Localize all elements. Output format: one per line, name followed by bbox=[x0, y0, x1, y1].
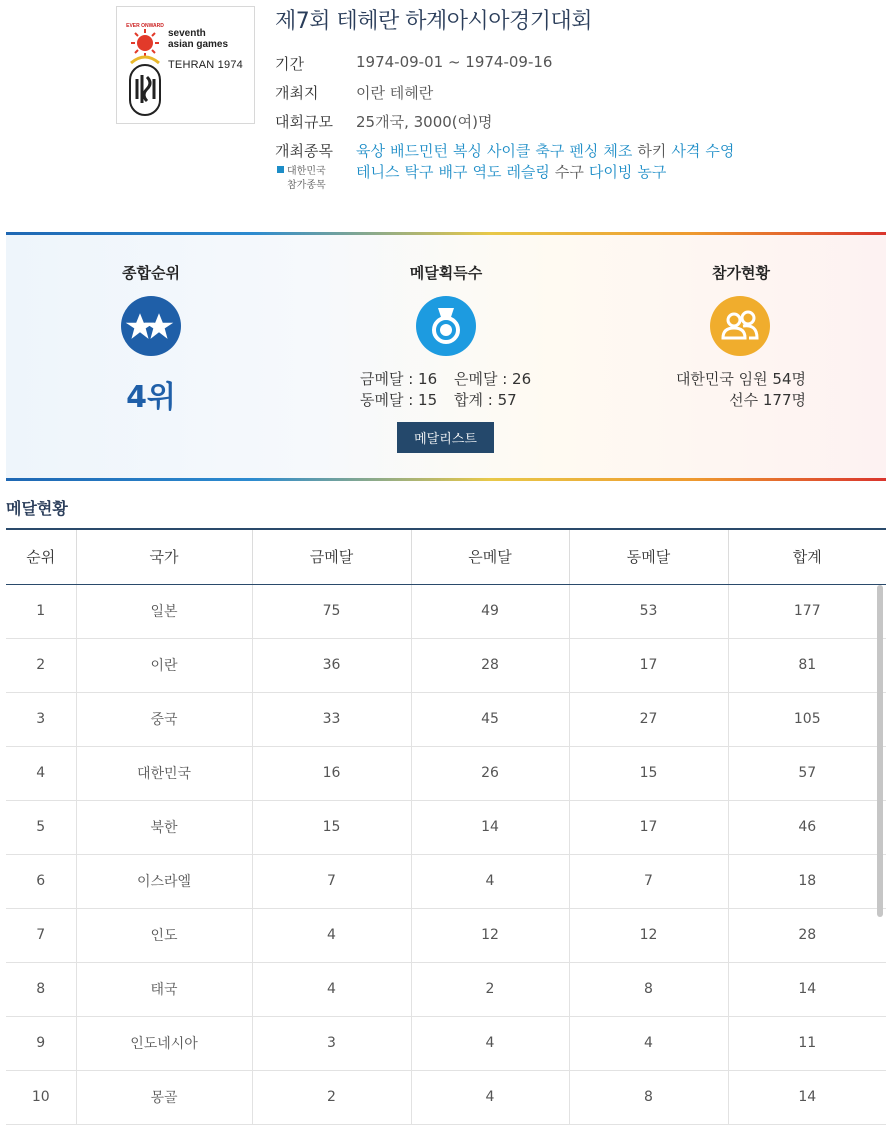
gold-cell: 16 bbox=[252, 746, 411, 800]
stars-icon bbox=[121, 296, 181, 356]
logo-city: TEHRAN 1974 bbox=[168, 59, 243, 71]
officials-count: 대한민국 임원 54명 bbox=[675, 370, 806, 388]
gold-cell: 36 bbox=[252, 638, 411, 692]
header-total: 합계 bbox=[728, 529, 886, 584]
rank-title: 종합순위 bbox=[122, 264, 180, 282]
logo-arc-text: EVER ONWARD bbox=[126, 23, 164, 29]
bronze-count: 동메달 : 15 bbox=[360, 391, 438, 409]
rank-cell: 10 bbox=[6, 1070, 76, 1124]
gold-cell: 33 bbox=[252, 692, 411, 746]
logo-line1: seventh bbox=[168, 28, 206, 39]
header-silver: 은메달 bbox=[411, 529, 569, 584]
sport-link[interactable]: 다이빙 bbox=[588, 163, 633, 181]
gold-count: 금메달 : 16 bbox=[360, 370, 438, 388]
total-cell: 18 bbox=[728, 854, 886, 908]
table-row bbox=[6, 962, 886, 1016]
silver-cell: 4 bbox=[411, 854, 569, 908]
sport-link[interactable]: 배드민턴 bbox=[389, 142, 448, 160]
event-header bbox=[0, 0, 892, 232]
legend-line2: 참가종목 bbox=[287, 180, 326, 191]
participation-section bbox=[652, 232, 830, 481]
legend-line1: 대한민국 bbox=[287, 166, 326, 177]
bronze-cell: 53 bbox=[569, 584, 728, 638]
country-cell: 일본 bbox=[76, 584, 252, 638]
games-emblem-icon bbox=[125, 21, 165, 119]
gold-cell: 15 bbox=[252, 800, 411, 854]
country-cell: 인도 bbox=[76, 908, 252, 962]
table-row bbox=[6, 800, 886, 854]
sport-item: 수구 bbox=[554, 163, 584, 181]
sports-list-line2 bbox=[356, 161, 671, 182]
silver-cell: 4 bbox=[411, 1070, 569, 1124]
bronze-cell: 17 bbox=[569, 638, 728, 692]
header-gold: 금메달 bbox=[252, 529, 411, 584]
silver-cell: 45 bbox=[411, 692, 569, 746]
summary-panel bbox=[6, 232, 886, 481]
bronze-cell: 7 bbox=[569, 854, 728, 908]
rank-cell: 1 bbox=[6, 584, 76, 638]
rank-cell: 7 bbox=[6, 908, 76, 962]
gold-cell: 4 bbox=[252, 962, 411, 1016]
total-cell: 81 bbox=[728, 638, 886, 692]
table-row bbox=[6, 1070, 886, 1124]
gold-cell: 2 bbox=[252, 1070, 411, 1124]
medal-status-title: 메달현황 bbox=[6, 499, 68, 518]
logo-text bbox=[168, 28, 228, 50]
rank-cell: 5 bbox=[6, 800, 76, 854]
sports-list-line1 bbox=[356, 140, 739, 161]
header-country: 국가 bbox=[76, 529, 252, 584]
table-header-row bbox=[6, 529, 886, 584]
sport-link[interactable]: 탁구 bbox=[404, 163, 434, 181]
table-row bbox=[6, 746, 886, 800]
table-scrollbar[interactable] bbox=[877, 585, 883, 917]
silver-cell: 49 bbox=[411, 584, 569, 638]
sport-item: 하키 bbox=[637, 142, 667, 160]
table-row bbox=[6, 584, 886, 638]
country-cell: 이란 bbox=[76, 638, 252, 692]
country-cell: 몽골 bbox=[76, 1070, 252, 1124]
sport-link[interactable]: 수영 bbox=[705, 142, 735, 160]
bronze-cell: 17 bbox=[569, 800, 728, 854]
total-cell: 46 bbox=[728, 800, 886, 854]
total-cell: 14 bbox=[728, 1070, 886, 1124]
medals-title: 메달획득수 bbox=[409, 264, 483, 282]
rank-value: 4위 bbox=[126, 380, 176, 415]
athletes-count: 선수 177명 bbox=[729, 391, 806, 409]
total-cell: 11 bbox=[728, 1016, 886, 1070]
gold-cell: 7 bbox=[252, 854, 411, 908]
color-bar-bottom bbox=[6, 478, 886, 481]
rank-cell: 9 bbox=[6, 1016, 76, 1070]
bronze-cell: 27 bbox=[569, 692, 728, 746]
silver-count: 은메달 : 26 bbox=[454, 370, 532, 388]
participation-title: 참가현황 bbox=[712, 264, 770, 282]
scale-label: 대회규모 bbox=[275, 113, 333, 131]
total-count: 합계 : 57 bbox=[454, 391, 517, 409]
sports-label: 개최종목 bbox=[275, 142, 333, 160]
bronze-cell: 8 bbox=[569, 962, 728, 1016]
overall-rank-section bbox=[62, 232, 240, 481]
country-cell: 대한민국 bbox=[76, 746, 252, 800]
table-row bbox=[6, 692, 886, 746]
rank-cell: 2 bbox=[6, 638, 76, 692]
gold-cell: 3 bbox=[252, 1016, 411, 1070]
silver-cell: 12 bbox=[411, 908, 569, 962]
rank-cell: 8 bbox=[6, 962, 76, 1016]
sport-link[interactable]: 농구 bbox=[637, 163, 667, 181]
gold-cell: 75 bbox=[252, 584, 411, 638]
sport-link[interactable]: 레슬링 bbox=[506, 163, 550, 181]
sport-link[interactable]: 육상 bbox=[356, 142, 385, 160]
table-row bbox=[6, 1016, 886, 1070]
total-cell: 28 bbox=[728, 908, 886, 962]
total-cell: 57 bbox=[728, 746, 886, 800]
silver-cell: 26 bbox=[411, 746, 569, 800]
medal-table bbox=[6, 528, 886, 1125]
header-bronze: 동메달 bbox=[569, 529, 728, 584]
table-row bbox=[6, 638, 886, 692]
sport-link[interactable]: 복싱 bbox=[452, 142, 482, 160]
rank-cell: 3 bbox=[6, 692, 76, 746]
medal-icon bbox=[416, 296, 476, 356]
sport-link[interactable]: 사이클 bbox=[486, 142, 531, 160]
country-cell: 북한 bbox=[76, 800, 252, 854]
header-rank: 순위 bbox=[6, 529, 76, 584]
sport-link[interactable]: 역도 bbox=[472, 163, 502, 181]
sport-link[interactable]: 배구 bbox=[438, 163, 468, 181]
sport-link[interactable]: 축구 bbox=[535, 142, 565, 160]
logo-line2: asian games bbox=[168, 39, 229, 50]
sport-link[interactable]: 테니스 bbox=[356, 163, 400, 181]
total-cell: 14 bbox=[728, 962, 886, 1016]
silver-cell: 2 bbox=[411, 962, 569, 1016]
rank-cell: 4 bbox=[6, 746, 76, 800]
medalist-button[interactable]: 메달리스트 bbox=[397, 422, 494, 453]
gold-cell: 4 bbox=[252, 908, 411, 962]
sport-link[interactable]: 사격 bbox=[671, 142, 701, 160]
sport-link[interactable]: 체조 bbox=[603, 142, 633, 160]
bronze-cell: 4 bbox=[569, 1016, 728, 1070]
period-value: 1974-09-01 ~ 1974-09-16 bbox=[356, 53, 553, 71]
silver-cell: 14 bbox=[411, 800, 569, 854]
table-row bbox=[6, 908, 886, 962]
games-logo bbox=[116, 6, 255, 124]
silver-cell: 4 bbox=[411, 1016, 569, 1070]
country-cell: 인도네시아 bbox=[76, 1016, 252, 1070]
bronze-cell: 15 bbox=[569, 746, 728, 800]
table-row bbox=[6, 854, 886, 908]
country-cell: 이스라엘 bbox=[76, 854, 252, 908]
legend-square-icon bbox=[277, 166, 284, 173]
participation-counts bbox=[676, 369, 806, 411]
country-cell: 태국 bbox=[76, 962, 252, 1016]
total-cell: 177 bbox=[728, 584, 886, 638]
venue-value: 이란 테헤란 bbox=[356, 84, 434, 102]
bronze-cell: 12 bbox=[569, 908, 728, 962]
venue-label: 개최지 bbox=[275, 84, 319, 102]
rank-cell: 6 bbox=[6, 854, 76, 908]
period-label: 기간 bbox=[275, 55, 304, 73]
silver-cell: 28 bbox=[411, 638, 569, 692]
participation-legend bbox=[277, 165, 326, 193]
bronze-cell: 8 bbox=[569, 1070, 728, 1124]
event-title: 제7회 테헤란 하계아시아경기대회 bbox=[275, 9, 593, 34]
sport-link[interactable]: 펜싱 bbox=[569, 142, 599, 160]
scale-value: 25개국, 3000(여)명 bbox=[356, 113, 493, 131]
people-icon bbox=[710, 296, 770, 356]
total-cell: 105 bbox=[728, 692, 886, 746]
country-cell: 중국 bbox=[76, 692, 252, 746]
